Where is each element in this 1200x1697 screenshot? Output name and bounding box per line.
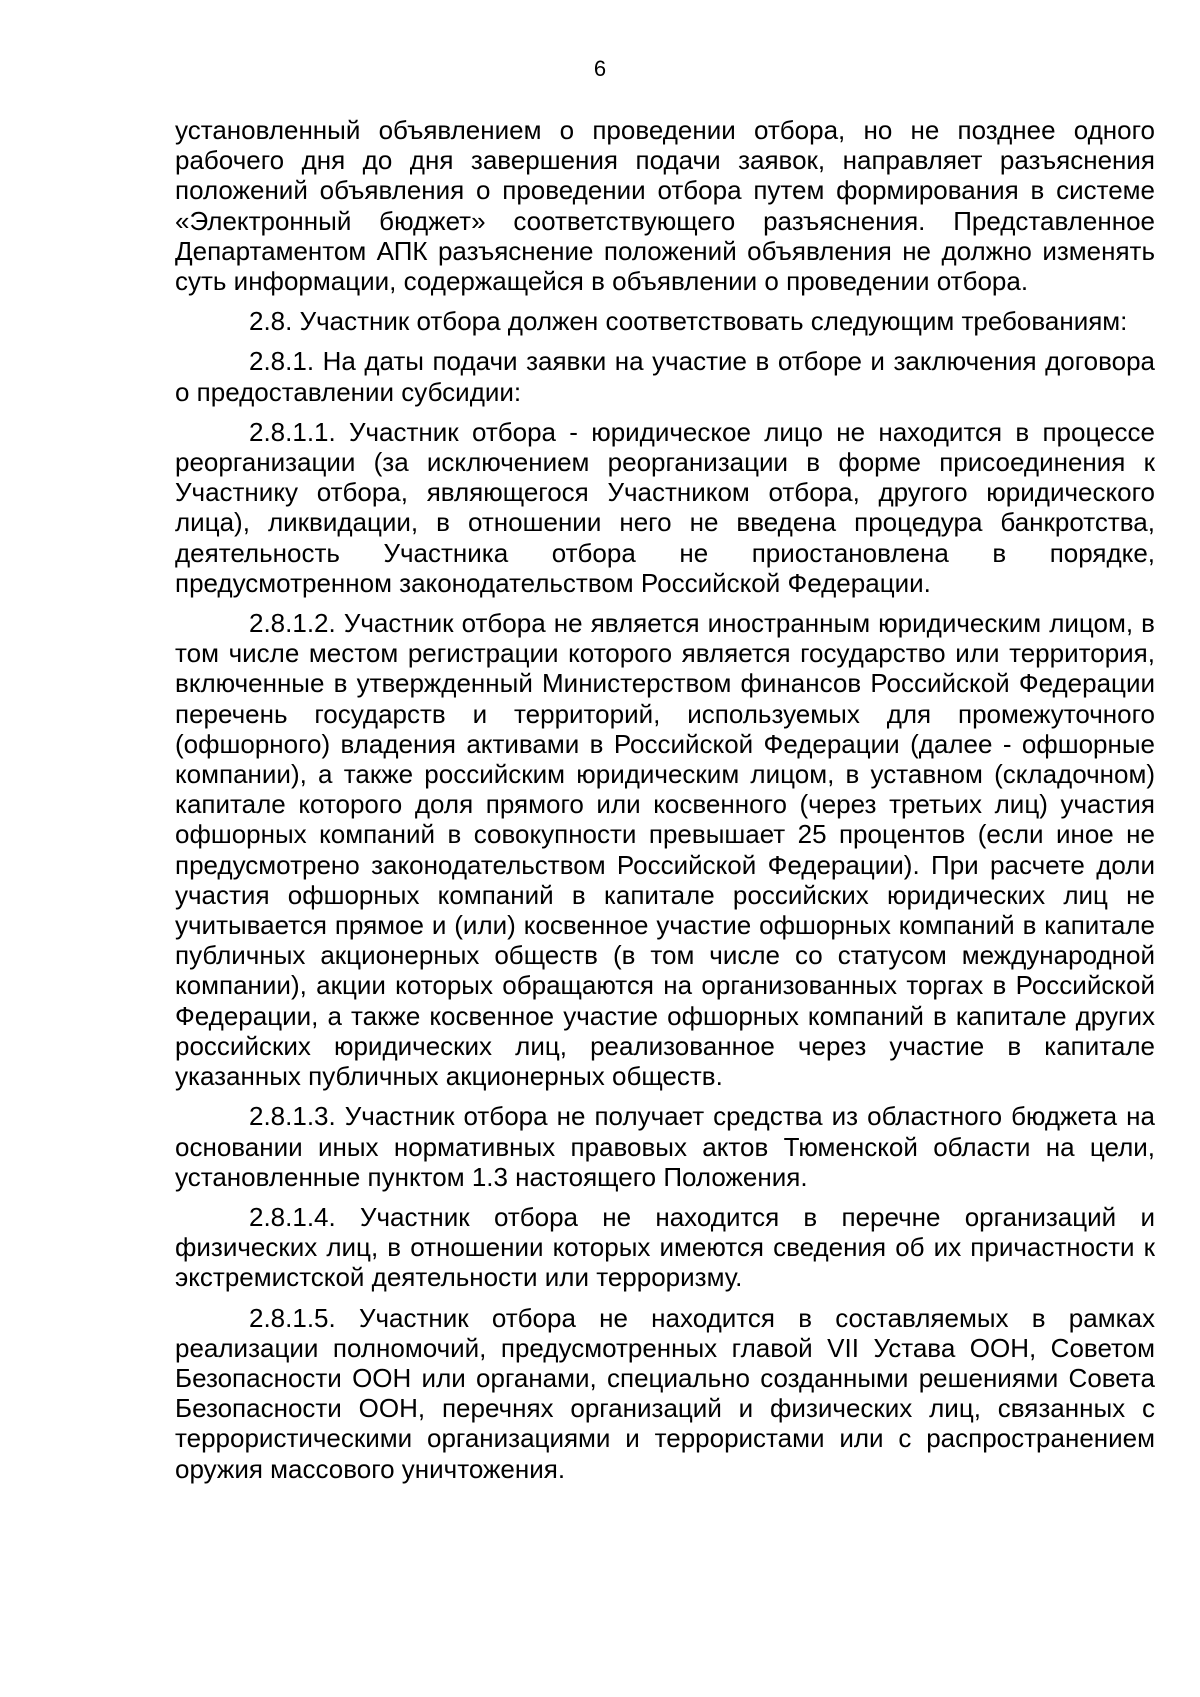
paragraph-2-8-1-2: 2.8.1.2. Участник отбора не является иностранным юридическим лицом, в том числе местом регистрации которого является государство или территория, включенные в утвержденный Министерством финансов Российской Федерации перечень государств и территорий, используемых для промежуточного (офшорного) владения активами в Российской Федерации (далее - офшорные компании), а также российским юридическим лицом, в уставном (складочном) капитале которого доля прямого или косвенного (через третьих лиц) участия офшорных компаний в совокупности превышает 25 процентов (если иное не предусмотрено законодательством Российской Федерации). При расчете доли участия офшорных компаний в капитале российских юридических лиц не учитывается прямое и (или) косвенное участие офшорных компаний в капитале публичных акционерных обществ (в том числе со статусом международной компании), акции которых обращаются на организованных торгах в Российской Федерации, а также косвенное участие офшорных компаний в капитале других российских юридических лиц, реализованное через участие в капитале указанных публичных акционерных обществ. (175, 608, 1155, 1092)
paragraph-2-8-1-5: 2.8.1.5. Участник отбора не находится в составляемых в рамках реализации полномочий, предусмотренных главой VII Устава ООН, Советом Безопасности ООН или органами, специально созданными решениями Совета Безопасности ООН, перечнях организаций и физических лиц, связанных с террористическими организациями и террористами или с распространением оружия массового уничтожения. (175, 1302, 1155, 1484)
paragraph-2-8: 2.8. Участник отбора должен соответствовать следующим требованиям: (249, 306, 1128, 337)
paragraph-2-8-1-3: 2.8.1.3. Участник отбора не получает средства из областного бюджета на основании иных нормативных правовых актов Тюменской области на цели, установленные пунктом 1.3 настоящего Положения. (175, 1101, 1155, 1192)
document-body (175, 115, 1155, 1494)
paragraph-2-8-1: 2.8.1. На даты подачи заявки на участие в отборе и заключения договора о предоставлении субсидии: (175, 346, 1155, 407)
paragraph-2-8-1-1: 2.8.1.1. Участник отбора - юридическое лицо не находится в процессе реорганизации (за исключением реорганизации в форме присоединения к Участнику отбора, являющегося Участником отбора, другого юридического лица), ликвидации, в отношении него не введена процедура банкротства, деятельность Участника отбора не приостановлена в порядке, предусмотренном законодательством Российской Федерации. (175, 416, 1155, 598)
paragraph-continuation: установленный объявлением о проведении отбора, но не позднее одного рабочего дня до дня завершения подачи заявок, направляет разъяснения положений объявления о проведении отбора путем формирования в системе «Электронный бюджет» соответствующего разъяснения. Представленное Департаментом АПК разъяснение положений объявления не должно изменять суть информации, содержащейся в объявлении о проведении отбора. (175, 115, 1155, 297)
paragraph-2-8-1-4: 2.8.1.4. Участник отбора не находится в перечне организаций и физических лиц, в отношении которых имеются сведения об их причастности к экстремистской деятельности или терроризму. (175, 1201, 1155, 1293)
page-number: 6 (593, 56, 607, 81)
